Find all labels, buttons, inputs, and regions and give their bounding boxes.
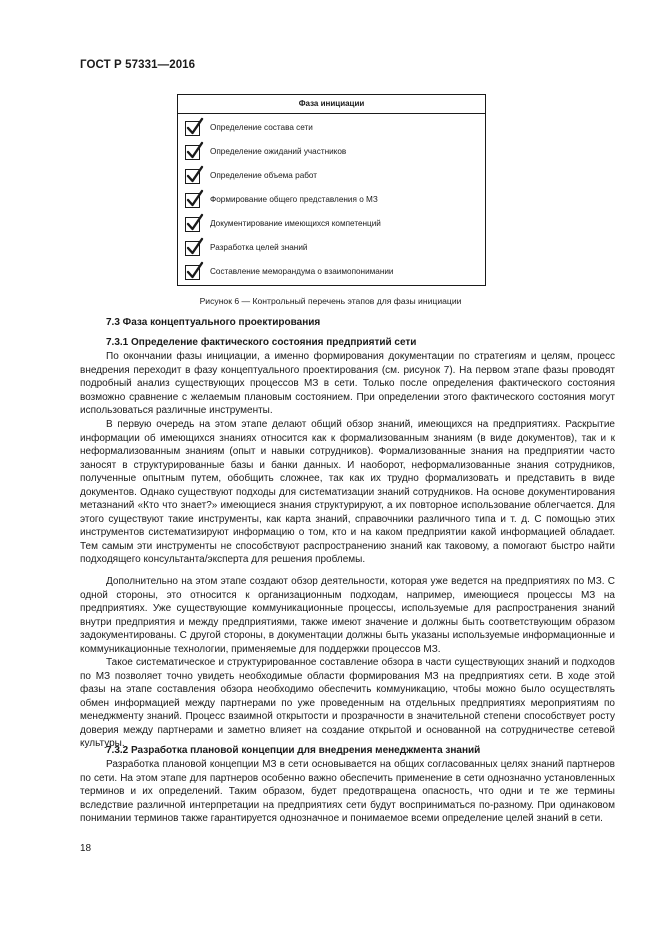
checklist-item-label: Разработка целей знаний xyxy=(210,243,308,252)
checklist-item-label: Определение ожиданий участников xyxy=(210,147,347,156)
checked-checkbox-icon xyxy=(185,121,200,136)
checked-checkbox-icon xyxy=(185,241,200,256)
checked-checkbox-icon xyxy=(185,169,200,184)
subsection-heading: 7.3.1 Определение фактического состояния предприятий сети xyxy=(106,337,417,348)
checked-checkbox-icon xyxy=(185,217,200,232)
checklist-title: Фаза инициации xyxy=(178,95,485,114)
checked-checkbox-icon xyxy=(185,145,200,160)
initiation-checklist-figure xyxy=(177,94,486,286)
body-paragraph: Дополнительно на этом этапе создают обзор деятельности, которая уже ведется на предприятиях по МЗ. С одной стороны, это относится к организационным подходам, например, имеющиеся процессы МЗ на предприятиях. Уже существующие коммуникационные процессы, используемые для распространения знаний внутри предприятия и между предприятиями, также имеют значение и должны быть соответствующим образом задокументированы. С другой стороны, в документации должны быть указаны используемые информационные и коммуникационные технологии, применяемые для поддержки процессов МЗ. xyxy=(80,576,615,655)
checklist-row xyxy=(178,167,485,191)
checklist-item-label: Определение объема работ xyxy=(210,171,318,180)
checklist-row xyxy=(178,119,485,143)
page-number: 18 xyxy=(80,843,92,854)
checklist-row xyxy=(178,143,485,167)
section-heading: 7.3 Фаза концептуального проектирования xyxy=(106,317,321,328)
document-header: ГОСТ Р 57331—2016 xyxy=(80,59,196,71)
checklist-row xyxy=(178,239,485,263)
subsection-heading: 7.3.2 Разработка плановой концепции для внедрения менеджмента знаний xyxy=(106,745,481,756)
checked-checkbox-icon xyxy=(185,265,200,280)
checklist-item-label: Определение состава сети xyxy=(210,123,313,132)
checklist-row xyxy=(178,191,485,215)
checklist-row xyxy=(178,215,485,239)
body-paragraph: В первую очередь на этом этапе делают общий обзор знаний, имеющихся на предприятиях. Раскрытие информации об имеющихся знаниях относится как к формализованным знаниям (в виде документов), так и к неформализованным знаниям (опыт и навыки сотрудников). Формализованные знания на предприятии часто заносят в структурированные базы и банки данных. И наоборот, неформализованные знания сотрудников, полученные опытным путем, обобщить сложнее, так как их трудно формализовать и представить в виде документов. Однако существуют подходы для систематизации знаний сотрудников. На основе документирования метазнаний «Кто что знает?» имеющиеся знания структурируют, а их повторное использование облегчается. Для этого существуют такие инструменты, как карта знаний, справочники различного типа и т. д. С помощью этих инструментов систематизируют информацию о том, кто и на каком предприятии какой информацией обладает. Тем самым эти инструменты не способствуют распространению знаний как таковому, а помогают быстро найти подходящего консультанта/эксперта для решения проблемы. xyxy=(80,419,615,565)
checklist-item-label: Составление меморандума о взаимопонимании xyxy=(210,267,394,276)
checked-checkbox-icon xyxy=(185,193,200,208)
figure-caption: Рисунок 6 — Контрольный перечень этапов для фазы инициации xyxy=(199,296,462,306)
checklist-row xyxy=(178,263,485,287)
checklist-item-label: Документирование имеющихся компетенций xyxy=(210,219,381,228)
body-paragraph: Разработка плановой концепции МЗ в сети основывается на общих согласованных целях знаний партнеров по сети. На этом этапе для партнеров особенно важно обеспечить применение в сети однозначно установленных терминов и их определений. Таким образом, будет предотвращена опасность, что одни и те же термины вследствие различной интерпретации на предприятиях сети будут восприниматься по-разному. При одинаковом понимании терминов также гарантируется однозначное и понимаемое всеми определение целей знаний в сети. xyxy=(80,759,615,824)
checklist-item-label: Формирование общего представления о МЗ xyxy=(210,195,378,204)
body-paragraph: Такое систематическое и структурированное составление обзора в части существующих знаний и подходов по МЗ позволяет точно увидеть необходимые области формирования МЗ на предприятиях сети. В ходе этой фазы на этапе составления обзора необходимо обеспечить коммуникацию, чтобы можно было осуществлять обмен информацией между партнерами по уже проведенным на отдельных предприятиях мероприятиям по менеджменту знаний. Процесс взаимной открытости и прозрачности в значительной степени способствует росту доверия между партнерами и заметно влияет на создание открытой и основанной на сотрудничестве сетевой культуры. xyxy=(80,657,615,749)
body-paragraph: По окончании фазы инициации, а именно формирования документации по стратегиям и целям, процесс внедрения переходит в фазу концептуального проектирования (см. рисунок 7). На первом этапе фазы проводят подробный анализ существующих процессов МЗ в сети. Только после определения фактического состояния возможно сравнение с желаемым плановым состоянием. При определении этого фактического состояния могут использоваться различные инструменты. xyxy=(80,351,615,416)
